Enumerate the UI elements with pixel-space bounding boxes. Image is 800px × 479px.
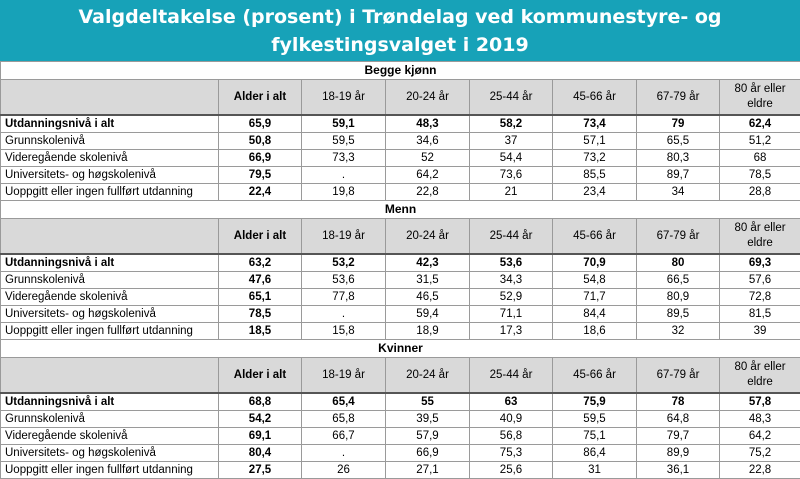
column-header: 80 år eller eldre xyxy=(720,358,800,394)
table-cell: 57,8 xyxy=(720,393,800,411)
table-cell: 69,1 xyxy=(219,428,302,445)
table-row xyxy=(1,184,800,201)
table-cell: 78 xyxy=(637,393,720,411)
table-cell: 37 xyxy=(470,133,553,150)
table-cell: 66,7 xyxy=(302,428,386,445)
table-cell: 26 xyxy=(302,462,386,479)
header-blank-cell xyxy=(1,219,219,255)
table-cell: 53,6 xyxy=(302,272,386,289)
table-cell: 79 xyxy=(637,115,720,133)
table-cell: 64,2 xyxy=(720,428,800,445)
table-cell: 68,8 xyxy=(219,393,302,411)
table-cell: 66,5 xyxy=(637,272,720,289)
column-header-row xyxy=(1,80,800,116)
table-cell: 75,1 xyxy=(553,428,637,445)
table-cell: 80,4 xyxy=(219,445,302,462)
table-cell: 56,8 xyxy=(470,428,553,445)
title-line-2: fylkestingsvalget i 2019 xyxy=(0,31,800,59)
table-cell: 57,9 xyxy=(386,428,470,445)
table-cell: 28,8 xyxy=(720,184,800,201)
section-row xyxy=(1,62,800,80)
header-blank-cell xyxy=(1,358,219,394)
table-row xyxy=(1,133,800,150)
table-cell: 80,9 xyxy=(637,289,720,306)
table-cell: 65,1 xyxy=(219,289,302,306)
table-cell: 53,6 xyxy=(470,254,553,272)
table-cell: 57,1 xyxy=(553,133,637,150)
table-cell: 89,9 xyxy=(637,445,720,462)
title-line-1: Valgdeltakelse (prosent) i Trøndelag ved kommunestyre- og xyxy=(0,3,800,31)
table-cell: 66,9 xyxy=(386,445,470,462)
table-cell: 25,6 xyxy=(470,462,553,479)
row-label: Uoppgitt eller ingen fullført utdanning xyxy=(1,323,219,340)
row-label: Universitets- og høgskolenivå xyxy=(1,306,219,323)
table-row xyxy=(1,445,800,462)
table-row xyxy=(1,462,800,479)
table-cell: 79,5 xyxy=(219,167,302,184)
column-header: Alder i alt xyxy=(219,219,302,255)
table-cell: 62,4 xyxy=(720,115,800,133)
page-title xyxy=(0,0,800,61)
row-label: Grunnskolenivå xyxy=(1,272,219,289)
column-header: 20-24 år xyxy=(386,80,470,116)
table-cell: . xyxy=(302,306,386,323)
table-cell: 55 xyxy=(386,393,470,411)
table-cell: 39,5 xyxy=(386,411,470,428)
table-cell: 57,6 xyxy=(720,272,800,289)
column-header: 45-66 år xyxy=(553,219,637,255)
column-header-row xyxy=(1,219,800,255)
row-label: Uoppgitt eller ingen fullført utdanning xyxy=(1,462,219,479)
column-header: 18-19 år xyxy=(302,358,386,394)
table-cell: 31,5 xyxy=(386,272,470,289)
table-cell: 86,4 xyxy=(553,445,637,462)
table-cell: 23,4 xyxy=(553,184,637,201)
row-label: Videregående skolenivå xyxy=(1,150,219,167)
table-cell: 17,3 xyxy=(470,323,553,340)
table-cell: 22,8 xyxy=(386,184,470,201)
table-row xyxy=(1,254,800,272)
column-header: 67-79 år xyxy=(637,219,720,255)
table-cell: 66,9 xyxy=(219,150,302,167)
table-cell: 64,2 xyxy=(386,167,470,184)
table-cell: 69,3 xyxy=(720,254,800,272)
table-cell: 89,7 xyxy=(637,167,720,184)
table-cell: 51,2 xyxy=(720,133,800,150)
column-header: 25-44 år xyxy=(470,219,553,255)
table-cell: 19,8 xyxy=(302,184,386,201)
table-cell: 70,9 xyxy=(553,254,637,272)
column-header: 80 år eller eldre xyxy=(720,219,800,255)
table-row xyxy=(1,289,800,306)
table-cell: 48,3 xyxy=(720,411,800,428)
column-header: Alder i alt xyxy=(219,358,302,394)
table-row xyxy=(1,428,800,445)
table-cell: 78,5 xyxy=(720,167,800,184)
table-cell: 84,4 xyxy=(553,306,637,323)
table-row xyxy=(1,115,800,133)
table-cell: 59,4 xyxy=(386,306,470,323)
column-header: 18-19 år xyxy=(302,80,386,116)
table-cell: 36,1 xyxy=(637,462,720,479)
table-cell: 46,5 xyxy=(386,289,470,306)
table-cell: 58,2 xyxy=(470,115,553,133)
table-cell: 18,6 xyxy=(553,323,637,340)
table-cell: 80 xyxy=(637,254,720,272)
row-label: Videregående skolenivå xyxy=(1,428,219,445)
table-cell: . xyxy=(302,167,386,184)
table-cell: 52 xyxy=(386,150,470,167)
table-cell: 73,3 xyxy=(302,150,386,167)
table-cell: 65,4 xyxy=(302,393,386,411)
table-cell: 81,5 xyxy=(720,306,800,323)
table-cell: 59,1 xyxy=(302,115,386,133)
table-cell: 54,2 xyxy=(219,411,302,428)
table-cell: . xyxy=(302,445,386,462)
table-cell: 32 xyxy=(637,323,720,340)
table-cell: 47,6 xyxy=(219,272,302,289)
table-cell: 65,9 xyxy=(219,115,302,133)
table-cell: 65,8 xyxy=(302,411,386,428)
table-cell: 27,1 xyxy=(386,462,470,479)
table-cell: 50,8 xyxy=(219,133,302,150)
column-header: 18-19 år xyxy=(302,219,386,255)
table-cell: 78,5 xyxy=(219,306,302,323)
table-cell: 54,4 xyxy=(470,150,553,167)
table-row xyxy=(1,323,800,340)
column-header: 25-44 år xyxy=(470,358,553,394)
row-label: Universitets- og høgskolenivå xyxy=(1,445,219,462)
section-row xyxy=(1,340,800,358)
row-label: Uoppgitt eller ingen fullført utdanning xyxy=(1,184,219,201)
table-cell: 73,4 xyxy=(553,115,637,133)
table-cell: 77,8 xyxy=(302,289,386,306)
table-cell: 72,8 xyxy=(720,289,800,306)
table-cell: 64,8 xyxy=(637,411,720,428)
table-cell: 21 xyxy=(470,184,553,201)
section-title: Begge kjønn xyxy=(1,62,800,80)
table-cell: 75,2 xyxy=(720,445,800,462)
table-cell: 52,9 xyxy=(470,289,553,306)
table-cell: 89,5 xyxy=(637,306,720,323)
table-cell: 27,5 xyxy=(219,462,302,479)
table-cell: 39 xyxy=(720,323,800,340)
table-cell: 18,9 xyxy=(386,323,470,340)
table-cell: 54,8 xyxy=(553,272,637,289)
table-cell: 40,9 xyxy=(470,411,553,428)
table-cell: 59,5 xyxy=(302,133,386,150)
table-cell: 75,9 xyxy=(553,393,637,411)
table-cell: 79,7 xyxy=(637,428,720,445)
section-title: Menn xyxy=(1,201,800,219)
table-cell: 63,2 xyxy=(219,254,302,272)
turnout-table xyxy=(0,61,800,479)
table-cell: 73,6 xyxy=(470,167,553,184)
section-title: Kvinner xyxy=(1,340,800,358)
column-header-row xyxy=(1,358,800,394)
column-header: 20-24 år xyxy=(386,358,470,394)
row-label: Grunnskolenivå xyxy=(1,133,219,150)
table-cell: 73,2 xyxy=(553,150,637,167)
table-row xyxy=(1,272,800,289)
table-row xyxy=(1,150,800,167)
row-label: Utdanningsnivå i alt xyxy=(1,393,219,411)
table-cell: 71,1 xyxy=(470,306,553,323)
table-cell: 71,7 xyxy=(553,289,637,306)
column-header: 80 år eller eldre xyxy=(720,80,800,116)
column-header: 45-66 år xyxy=(553,80,637,116)
table-cell: 22,4 xyxy=(219,184,302,201)
table-cell: 59,5 xyxy=(553,411,637,428)
table-cell: 85,5 xyxy=(553,167,637,184)
table-row xyxy=(1,393,800,411)
column-header: 20-24 år xyxy=(386,219,470,255)
table-cell: 65,5 xyxy=(637,133,720,150)
table-cell: 34,3 xyxy=(470,272,553,289)
table-cell: 48,3 xyxy=(386,115,470,133)
table-cell: 75,3 xyxy=(470,445,553,462)
header-blank-cell xyxy=(1,80,219,116)
table-cell: 18,5 xyxy=(219,323,302,340)
table-cell: 53,2 xyxy=(302,254,386,272)
column-header: 45-66 år xyxy=(553,358,637,394)
table-cell: 31 xyxy=(553,462,637,479)
column-header: 67-79 år xyxy=(637,358,720,394)
row-label: Videregående skolenivå xyxy=(1,289,219,306)
row-label: Utdanningsnivå i alt xyxy=(1,254,219,272)
column-header: Alder i alt xyxy=(219,80,302,116)
section-row xyxy=(1,201,800,219)
row-label: Grunnskolenivå xyxy=(1,411,219,428)
table-cell: 34,6 xyxy=(386,133,470,150)
table-row xyxy=(1,167,800,184)
table-cell: 22,8 xyxy=(720,462,800,479)
table-row xyxy=(1,411,800,428)
table-cell: 34 xyxy=(637,184,720,201)
table-cell: 15,8 xyxy=(302,323,386,340)
row-label: Utdanningsnivå i alt xyxy=(1,115,219,133)
table-cell: 68 xyxy=(720,150,800,167)
column-header: 25-44 år xyxy=(470,80,553,116)
row-label: Universitets- og høgskolenivå xyxy=(1,167,219,184)
table-cell: 42,3 xyxy=(386,254,470,272)
column-header: 67-79 år xyxy=(637,80,720,116)
table-row xyxy=(1,306,800,323)
table-cell: 80,3 xyxy=(637,150,720,167)
table-cell: 63 xyxy=(470,393,553,411)
